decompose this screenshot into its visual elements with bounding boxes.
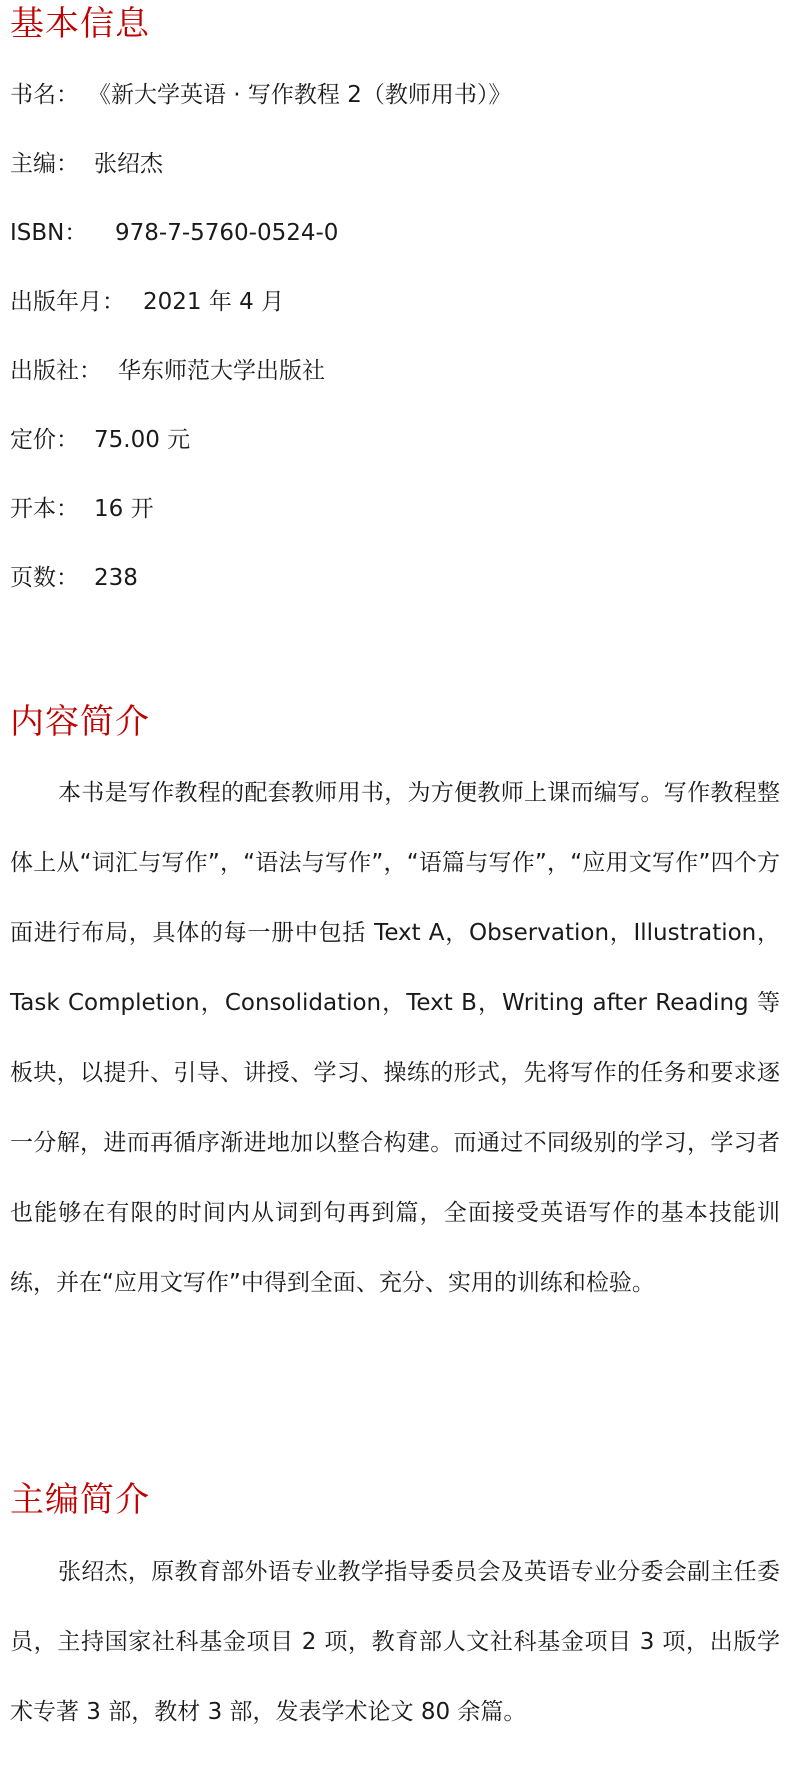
section-title-summary: 内容简介	[10, 702, 150, 742]
info-value: 978-7-5760-0524-0	[115, 220, 339, 246]
info-value: 238	[94, 565, 138, 591]
info-row-publish-date	[10, 287, 284, 317]
editor-intro-paragraph: 张绍杰，原教育部外语专业教学指导委员会及英语专业分委会副主任委员，主持国家社科基金项目 2 项，教育部人文社科基金项目 3 项，出版学术专著 3 部，教材 3 部，发表学术论文 80 余篇。	[10, 1559, 780, 1725]
section-title-editor-intro: 主编简介	[10, 1480, 150, 1520]
info-label: 书名：	[10, 82, 79, 108]
info-row-publisher	[10, 356, 325, 386]
info-value: 华东师范大学出版社	[118, 358, 325, 384]
info-label: 出版社：	[10, 358, 102, 384]
info-value: 75.00 元	[94, 427, 191, 453]
summary-paragraph: 本书是写作教程的配套教师用书，为方便教师上课而编写。写作教程整体上从“词汇与写作”，“语法与写作”，“语篇与写作”，“应用文写作”四个方面进行布局，具体的每一册中包括 Text A，Observation，Illustration，Task Completion，Consolidation，Text B，Writing after Reading 等板块，以提升、引导、讲授、学习、操练的形式，先将写作的任务和要求逐一分解，进而再循序渐进地加以整合构建。而通过不同级别的学习，学习者也能够在有限的时间内从词到句再到篇，全面接受英语写作的基本技能训练，并在“应用文写作”中得到全面、充分、实用的训练和检验。	[10, 780, 780, 1296]
info-label: 出版年月：	[10, 289, 125, 315]
info-label: 主编：	[10, 151, 79, 177]
info-label: ISBN：	[10, 220, 88, 246]
info-row-format	[10, 494, 154, 524]
info-row-editor	[10, 149, 163, 179]
section-title-basic-info: 基本信息	[10, 4, 150, 44]
info-row-isbn	[10, 218, 338, 248]
info-value: 《新大学英语 · 写作教程 2（教师用书）》	[88, 82, 512, 108]
info-label: 定价：	[10, 427, 79, 453]
info-value: 16 开	[94, 496, 154, 522]
info-row-pages	[10, 563, 138, 593]
info-value: 2021 年 4 月	[143, 289, 285, 315]
info-row-price	[10, 425, 190, 455]
info-label: 页数：	[10, 565, 79, 591]
info-row-book-title	[10, 80, 511, 110]
info-value: 张绍杰	[94, 151, 163, 177]
info-label: 开本：	[10, 496, 79, 522]
